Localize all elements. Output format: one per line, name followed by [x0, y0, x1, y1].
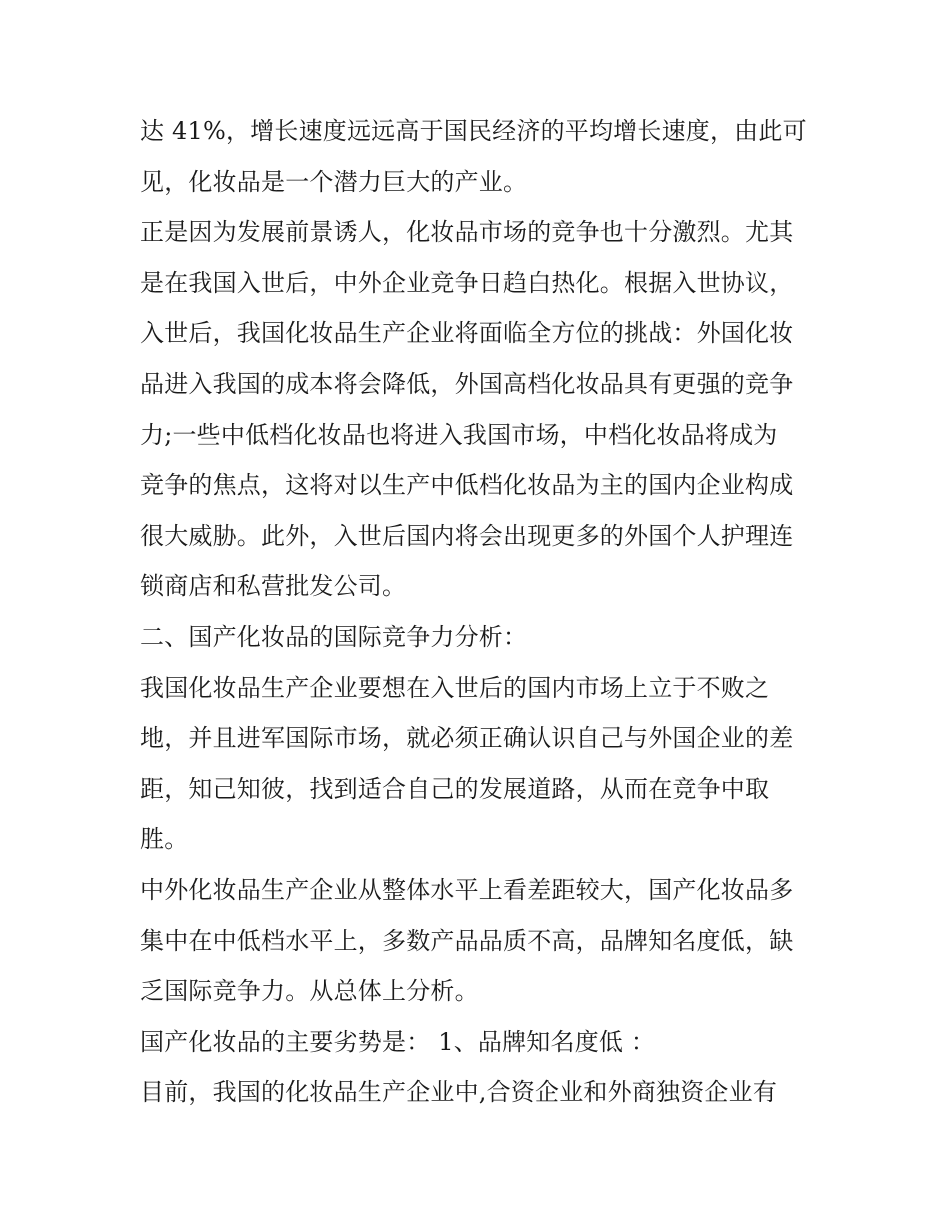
text-line: 锁商店和私营批发公司。 [140, 572, 407, 601]
text-line: 中外化妆品生产企业从整体水平上看差距较大，国产化妆品多 [140, 875, 794, 904]
text-line: 很大威胁。此外，入世后国内将会出现更多的外国个人护理连 [140, 521, 794, 550]
text-line: 力;一些中低档化妆品也将进入我国市场，中档化妆品将成为 [140, 420, 778, 449]
text-line: 正是因为发展前景诱人，化妆品市场的竞争也十分激烈。尤其 [140, 218, 794, 247]
text-line: 距，知己知彼，找到适合自己的发展道路，从而在竞争中取 [140, 774, 770, 803]
text-line: 品进入我国的成本将会降低，外国高档化妆品具有更强的竞争 [140, 369, 794, 398]
text-line: 见，化妆品是一个潜力巨大的产业。 [140, 167, 528, 196]
text-line: 我国化妆品生产企业要想在入世后的国内市场上立于不败之 [140, 673, 770, 702]
text-line: 竞争的焦点，这将对以生产中低档化妆品为主的国内企业构成 [140, 471, 794, 500]
text-line: 地，并且进军国际市场，就必须正确认识自己与外国企业的差 [140, 724, 794, 753]
text-line: 是在我国入世后，中外企业竞争日趋白热化。根据入世协议， [140, 268, 794, 297]
text-line: 达 41%，增长速度远远高于国民经济的平均增长速度，由此可 [140, 117, 807, 145]
text-line: 集中在中低档水平上，多数产品品质不高，品牌知名度低，缺 [140, 926, 794, 955]
text-line: 目前，我国的化妆品生产企业中,合资企业和外商独资企业有 [140, 1078, 778, 1107]
document-body [140, 106, 820, 1118]
section-heading: 二、国产化妆品的国际竞争力分析： [140, 622, 528, 651]
text-line: 胜。 [140, 825, 189, 854]
text-line: 乏国际竞争力。从总体上分析。 [140, 977, 479, 1006]
text-line: 国产化妆品的主要劣势是： 1、品牌知名度低 ： [140, 1027, 656, 1056]
text-line: 入世后，我国化妆品生产企业将面临全方位的挑战：外国化妆 [140, 319, 794, 348]
